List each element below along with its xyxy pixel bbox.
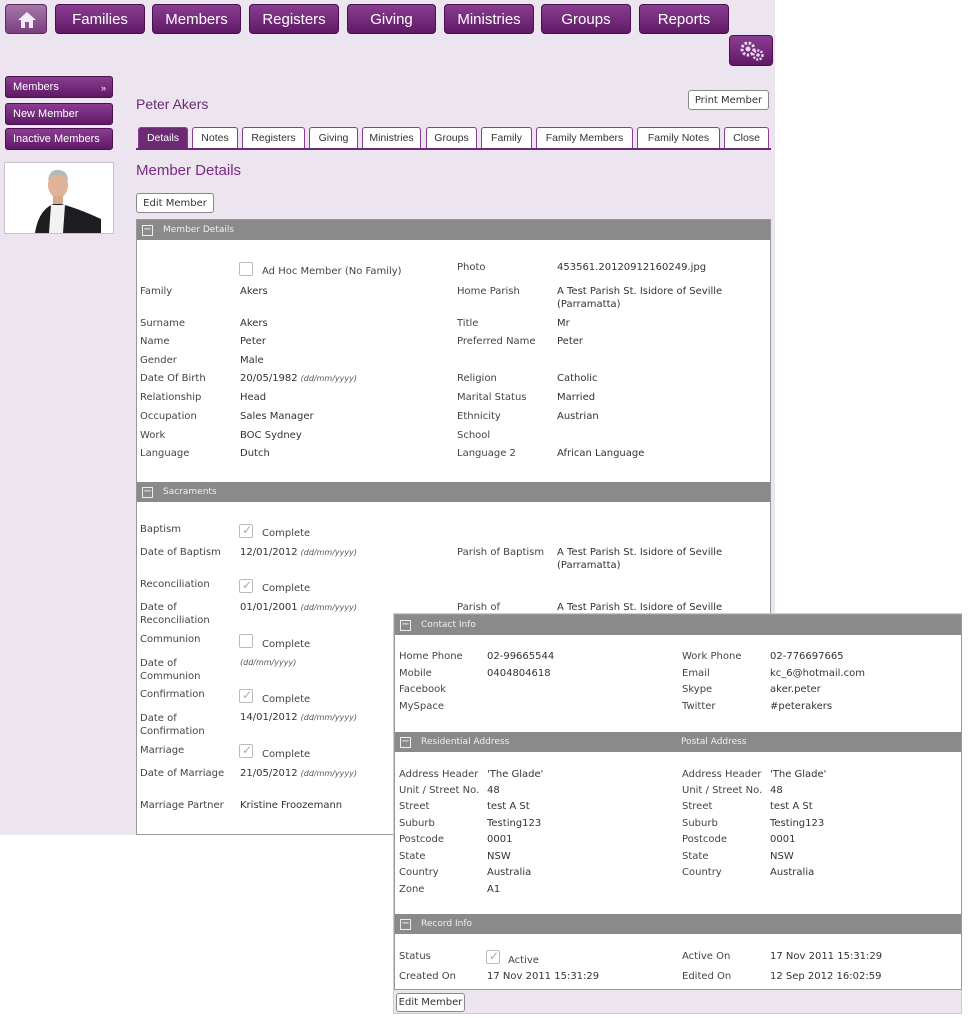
field-label: Language xyxy=(140,448,190,459)
field-label: Email xyxy=(682,668,710,679)
field-label: Title xyxy=(457,318,479,329)
field-label: Postcode xyxy=(399,834,445,845)
field-label: Street xyxy=(399,801,430,812)
field-value xyxy=(240,373,357,384)
partner-value: Kristine Froozemann xyxy=(240,800,343,811)
sacrament-label: Reconciliation xyxy=(140,579,210,590)
field-value: A1 xyxy=(487,884,501,895)
nav-giving[interactable]: Giving xyxy=(347,4,436,34)
date-value xyxy=(240,768,357,779)
communion-complete-checkbox[interactable] xyxy=(239,634,253,648)
nav-reports[interactable]: Reports xyxy=(639,4,729,34)
field-value: Dutch xyxy=(240,448,270,459)
date-format-hint: (dd/mm/yyyy) xyxy=(300,769,357,778)
tab-family[interactable]: Family xyxy=(481,127,532,148)
collapse-icon[interactable]: − xyxy=(401,736,410,747)
sidebar-item-label: Inactive Members xyxy=(13,133,100,145)
edited-on-label: Edited On xyxy=(682,971,732,982)
active-on-value: 17 Nov 2011 15:31:29 xyxy=(770,951,883,962)
field-value: 02-99665544 xyxy=(487,651,555,662)
field-label: Surname xyxy=(140,318,185,329)
field-label: Suburb xyxy=(682,818,718,829)
field-value: Catholic xyxy=(557,373,598,384)
member-details-header xyxy=(137,220,770,240)
status-label: Status xyxy=(399,951,431,962)
field-value: aker.peter xyxy=(770,684,821,695)
field-value: 0001 xyxy=(487,834,513,845)
complete-label: Complete xyxy=(262,639,311,650)
date-text: 14/01/2012 xyxy=(240,712,298,723)
field-label: Occupation xyxy=(140,411,197,422)
field-label: Relationship xyxy=(140,392,202,403)
field-label: Address Header xyxy=(682,769,762,780)
panel-title: Member Details xyxy=(163,225,235,235)
panel-title: Sacraments xyxy=(163,487,217,497)
parish-label: Parish of xyxy=(457,602,500,613)
date-label: Date of Marriage xyxy=(140,768,225,779)
baptism-complete-checkbox[interactable] xyxy=(239,524,253,538)
field-label: Family xyxy=(140,286,173,297)
collapse-icon[interactable]: − xyxy=(143,224,152,235)
sidebar-item-members[interactable] xyxy=(5,76,113,98)
edit-member-button[interactable]: Edit Member xyxy=(136,193,214,213)
field-value: Akers xyxy=(240,286,268,297)
record-info-header xyxy=(395,914,961,934)
gear-icon xyxy=(739,40,765,62)
page-title: Member Details xyxy=(136,162,242,179)
field-value: Testing123 xyxy=(487,818,542,829)
sidebar-item-new-member[interactable] xyxy=(5,103,113,125)
sacrament-label: Baptism xyxy=(140,524,181,535)
panel-title: Contact Info xyxy=(421,620,476,630)
collapse-icon[interactable]: − xyxy=(401,918,410,929)
member-photo xyxy=(4,162,114,234)
field-label: Work Phone xyxy=(682,651,742,662)
field-label: Marital Status xyxy=(457,392,527,403)
partner-label: Marriage Partner xyxy=(140,800,224,811)
confirmation-complete-checkbox[interactable] xyxy=(239,689,253,703)
complete-label: Complete xyxy=(262,583,311,594)
nav-members[interactable]: Members xyxy=(152,4,241,34)
field-value: test A St xyxy=(487,801,530,812)
field-value: Peter xyxy=(240,336,267,347)
date-label: Date of Communion xyxy=(140,658,201,682)
sacrament-label: Confirmation xyxy=(140,689,205,700)
active-on-label: Active On xyxy=(682,951,731,962)
date-value xyxy=(237,657,296,668)
field-value: Mr xyxy=(557,318,570,329)
nav-ministries[interactable]: Ministries xyxy=(444,4,534,34)
parish-value: A Test Parish St. Isidore of Seville (Parramatta) xyxy=(557,547,723,571)
field-label: Work xyxy=(140,430,166,441)
field-label: Facebook xyxy=(399,684,446,695)
field-value: 'The Glade' xyxy=(770,769,827,780)
tab-details[interactable]: Details xyxy=(138,127,188,148)
sidebar-item-inactive-members[interactable] xyxy=(5,128,113,150)
ad-hoc-checkbox[interactable] xyxy=(239,262,253,276)
nav-groups[interactable]: Groups xyxy=(541,4,631,34)
field-label: State xyxy=(399,851,426,862)
date-value xyxy=(240,712,357,723)
status-value: Active xyxy=(508,955,539,966)
field-label: Unit / Street No. xyxy=(682,785,763,796)
field-label: Country xyxy=(399,867,439,878)
sidebar-item-label: Members xyxy=(13,81,59,93)
field-label: Home Phone xyxy=(399,651,463,662)
tab-groups[interactable]: Groups xyxy=(426,127,477,148)
tab-giving[interactable]: Giving xyxy=(309,127,358,148)
field-label: Name xyxy=(140,336,170,347)
sacraments-header xyxy=(137,482,770,502)
field-value: #peterakers xyxy=(770,701,833,712)
tab-registers[interactable]: Registers xyxy=(242,127,305,148)
field-value: A Test Parish St. Isidore of Seville (Parramatta) xyxy=(557,286,723,310)
field-value: 0001 xyxy=(770,834,796,845)
field-label: MySpace xyxy=(399,701,445,712)
field-label: Street xyxy=(682,801,713,812)
field-value: 48 xyxy=(770,785,783,796)
date-label: Date of Baptism xyxy=(140,547,221,558)
field-label: Skype xyxy=(682,684,713,695)
field-label: Address Header xyxy=(399,769,479,780)
date-label: Date of Confirmation xyxy=(140,713,205,737)
field-value: Australia xyxy=(487,867,532,878)
field-value: Australia xyxy=(770,867,815,878)
panel-title: Residential Address xyxy=(421,737,510,747)
field-value: kc_6@hotmail.com xyxy=(770,668,865,679)
field-value: Akers xyxy=(240,318,268,329)
reconciliation-complete-checkbox[interactable] xyxy=(239,579,253,593)
contact-info-header xyxy=(395,615,961,635)
field-label: Gender xyxy=(140,355,177,366)
sacrament-label: Marriage xyxy=(140,745,185,756)
tab-ministries[interactable]: Ministries xyxy=(362,127,421,148)
field-value: Peter xyxy=(557,336,584,347)
field-label: State xyxy=(682,851,709,862)
field-label: Suburb xyxy=(399,818,435,829)
tab-family-members[interactable]: Family Members xyxy=(536,127,633,148)
field-value: 02-776697665 xyxy=(770,651,844,662)
tab-close[interactable]: Close xyxy=(724,127,769,148)
collapse-icon[interactable]: − xyxy=(143,486,152,497)
field-label: Unit / Street No. xyxy=(399,785,480,796)
field-label: Twitter xyxy=(682,701,716,712)
created-on-value: 17 Nov 2011 15:31:29 xyxy=(487,971,600,982)
field-value: Testing123 xyxy=(770,818,825,829)
field-value: NSW xyxy=(487,851,511,862)
parish-value: A Test Parish St. Isidore of Seville xyxy=(557,602,723,613)
postal-address-title: Postal Address xyxy=(681,737,747,747)
date-format-hint: (dd/mm/yyyy) xyxy=(300,713,357,722)
settings-button[interactable] xyxy=(729,35,773,66)
complete-label: Complete xyxy=(262,694,311,705)
sidebar-item-label: New Member xyxy=(13,108,79,120)
field-value: Austrian xyxy=(557,411,599,422)
field-value: 0404804618 xyxy=(487,668,551,679)
field-value: Married xyxy=(557,392,596,403)
home-button[interactable] xyxy=(5,4,47,34)
created-on-label: Created On xyxy=(399,971,456,982)
field-label: Mobile xyxy=(399,668,432,679)
date-value xyxy=(240,602,357,613)
field-value: Male xyxy=(240,355,264,366)
date-text: 12/01/2012 xyxy=(240,547,298,558)
nav-registers[interactable]: Registers xyxy=(249,4,339,34)
field-label: Preferred Name xyxy=(457,336,536,347)
field-value: BOC Sydney xyxy=(240,430,302,441)
field-label: Photo xyxy=(457,262,486,273)
edited-on-value: 12 Sep 2012 16:02:59 xyxy=(770,971,882,982)
complete-label: Complete xyxy=(262,749,311,760)
field-value: 453561.20120912160249.jpg xyxy=(557,262,707,273)
field-label: Date Of Birth xyxy=(140,373,206,384)
field-value: 'The Glade' xyxy=(487,769,544,780)
panel-title: Record Info xyxy=(421,919,472,929)
field-label: Religion xyxy=(457,373,497,384)
date-text: 01/01/2001 xyxy=(240,602,298,613)
field-label: Language 2 xyxy=(457,448,516,459)
field-label: School xyxy=(457,430,491,441)
print-member-button[interactable]: Print Member xyxy=(688,90,769,110)
date-text: 21/05/2012 xyxy=(240,768,298,779)
field-label: Postcode xyxy=(682,834,728,845)
nav-families[interactable]: Families xyxy=(55,4,145,34)
date-label: Date of Reconciliation xyxy=(140,602,210,626)
date-format-hint: (dd/mm/yyyy) xyxy=(240,658,297,667)
field-value: Sales Manager xyxy=(240,411,314,422)
sacrament-label: Communion xyxy=(140,634,201,645)
marriage-complete-checkbox[interactable] xyxy=(239,744,253,758)
field-value: African Language xyxy=(557,448,645,459)
field-value: NSW xyxy=(770,851,794,862)
field-value: 48 xyxy=(487,785,500,796)
field-label: Home Parish xyxy=(457,286,520,297)
contact-details-overlay xyxy=(393,613,962,1014)
date-format-hint: (dd/mm/yyyy) xyxy=(300,374,357,383)
member-avatar xyxy=(5,163,113,233)
field-value: test A St xyxy=(770,801,813,812)
date-format-hint: (dd/mm/yyyy) xyxy=(300,603,357,612)
residential-address-header xyxy=(395,732,961,752)
complete-label: Complete xyxy=(262,528,311,539)
tab-family-notes[interactable]: Family Notes xyxy=(637,127,720,148)
date-value: 20/05/1982 xyxy=(240,373,298,384)
edit-member-button-bottom[interactable]: Edit Member xyxy=(396,993,465,1012)
field-label: Zone xyxy=(399,884,425,895)
tab-notes[interactable]: Notes xyxy=(192,127,238,148)
date-format-hint: (dd/mm/yyyy) xyxy=(300,548,357,557)
home-icon xyxy=(17,11,37,29)
ad-hoc-label: Ad Hoc Member (No Family) xyxy=(262,266,402,277)
member-name-heading: Peter Akers xyxy=(136,96,209,112)
active-checkbox[interactable] xyxy=(486,950,500,964)
chevron-right-icon: » xyxy=(100,83,106,93)
field-label: Ethnicity xyxy=(457,411,501,422)
parish-label: Parish of Baptism xyxy=(457,547,545,558)
date-value xyxy=(240,547,357,558)
field-value: Head xyxy=(240,392,267,403)
collapse-icon[interactable]: − xyxy=(401,619,410,630)
field-label: Country xyxy=(682,867,722,878)
tab-underline xyxy=(136,148,771,150)
